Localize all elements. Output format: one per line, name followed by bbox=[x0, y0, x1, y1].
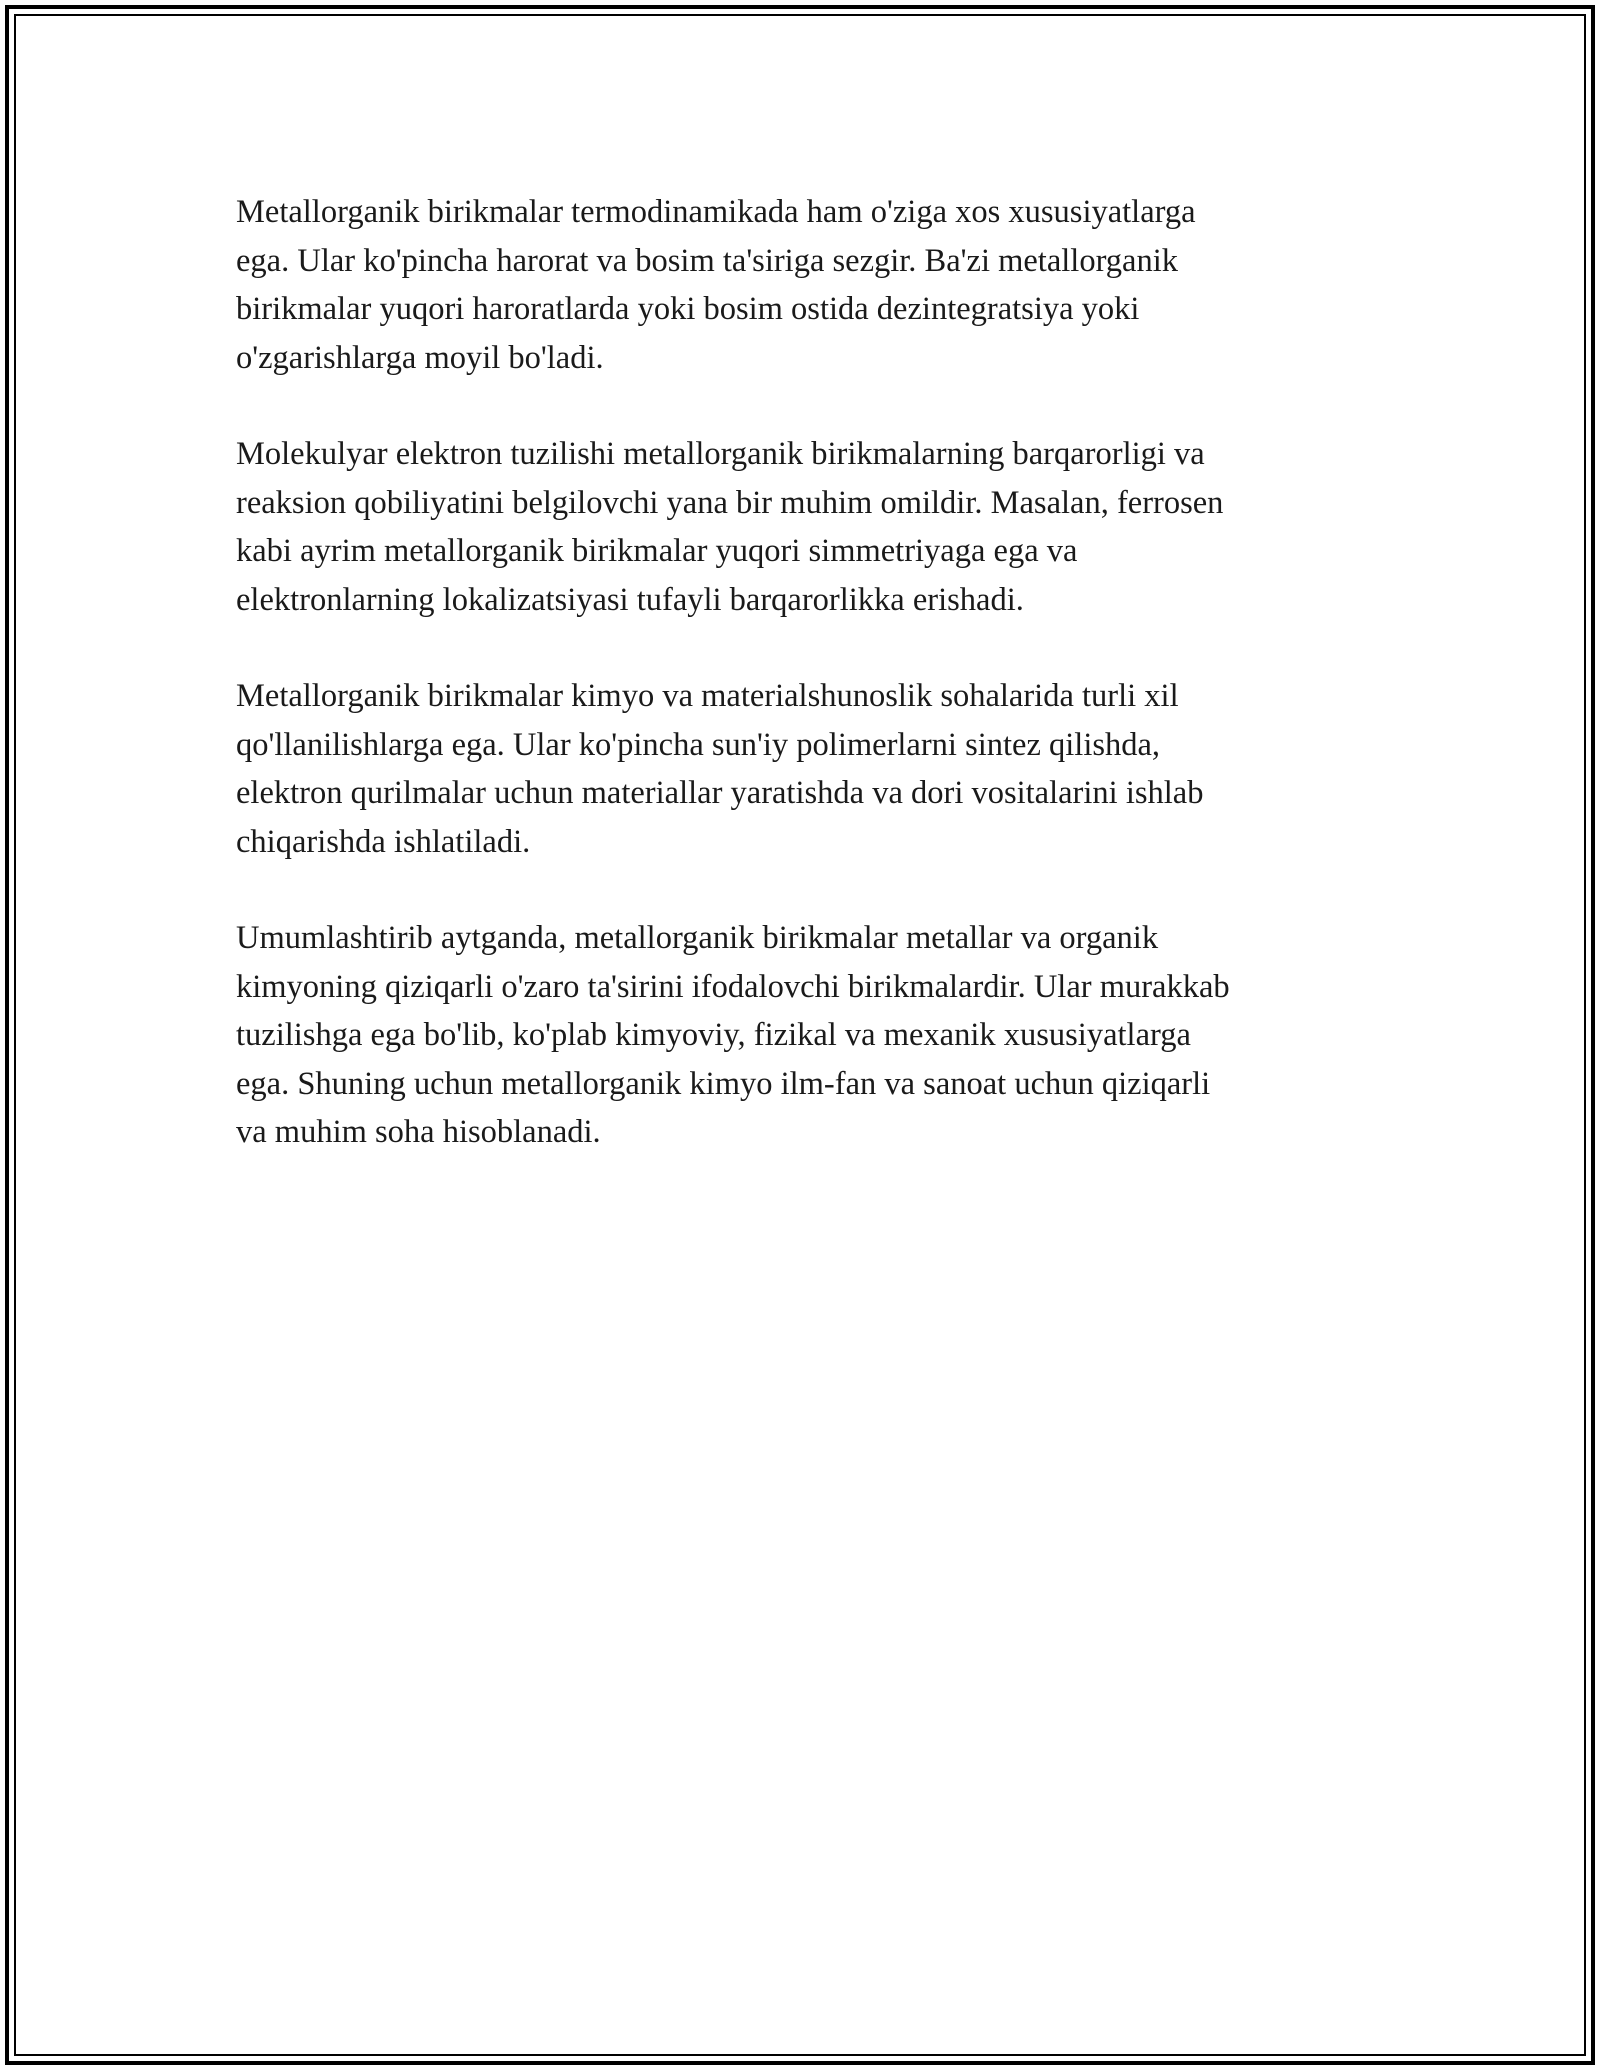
document-body bbox=[236, 188, 1386, 1205]
paragraph-line: elektronlarning lokalizatsiyasi tufayli barqarorlikka erishadi. bbox=[236, 581, 1024, 618]
paragraph-line: kimyoning qiziqarli o'zaro ta'sirini ifodalovchi birikmalardir. Ular murakkab bbox=[236, 968, 1230, 1005]
paragraph-line: reaksion qobiliyatini belgilovchi yana bir muhim omildir. Masalan, ferrosen bbox=[236, 484, 1224, 521]
paragraph-line: chiqarishda ishlatiladi. bbox=[236, 823, 531, 860]
paragraph-line: Metallorganik birikmalar kimyo va materialshunoslik sohalarida turli xil bbox=[236, 678, 1179, 714]
paragraph-line: ega. Ular ko'pincha harorat va bosim ta'siriga sezgir. Ba'zi metallorganik bbox=[236, 242, 1179, 279]
paragraph-line: Molekulyar elektron tuzilishi metallorganik birikmalarning barqarorligi va bbox=[236, 436, 1205, 472]
paragraph-4 bbox=[236, 914, 1386, 1157]
paragraph-1 bbox=[236, 188, 1386, 382]
paragraph-line: Metallorganik birikmalar termodinamikada ham o'ziga xos xususiyatlarga bbox=[236, 194, 1196, 230]
paragraph-line: o'zgarishlarga moyil bo'ladi. bbox=[236, 339, 604, 376]
paragraph-line: elektron qurilmalar uchun materiallar yaratishda va dori vositalarini ishlab bbox=[236, 775, 1204, 811]
paragraph-line: va muhim soha hisoblanadi. bbox=[236, 1114, 601, 1150]
paragraph-3 bbox=[236, 672, 1386, 866]
paragraph-line: qo'llanilishlarga ega. Ular ko'pincha sun'iy polimerlarni sintez qilishda, bbox=[236, 726, 1161, 763]
paragraph-line: birikmalar yuqori haroratlarda yoki bosim ostida dezintegratsiya yoki bbox=[236, 291, 1140, 327]
paragraph-2 bbox=[236, 430, 1386, 624]
paragraph-line: tuzilishga ega bo'lib, ko'plab kimyoviy, fizikal va mexanik xususiyatlarga bbox=[236, 1017, 1191, 1053]
paragraph-line: kabi ayrim metallorganik birikmalar yuqori simmetriyaga ega va bbox=[236, 533, 1078, 569]
paragraph-line: Umumlashtirib aytganda, metallorganik birikmalar metallar va organik bbox=[236, 920, 1159, 956]
paragraph-line: ega. Shuning uchun metallorganik kimyo ilm-fan va sanoat uchun qiziqarli bbox=[236, 1065, 1211, 1102]
